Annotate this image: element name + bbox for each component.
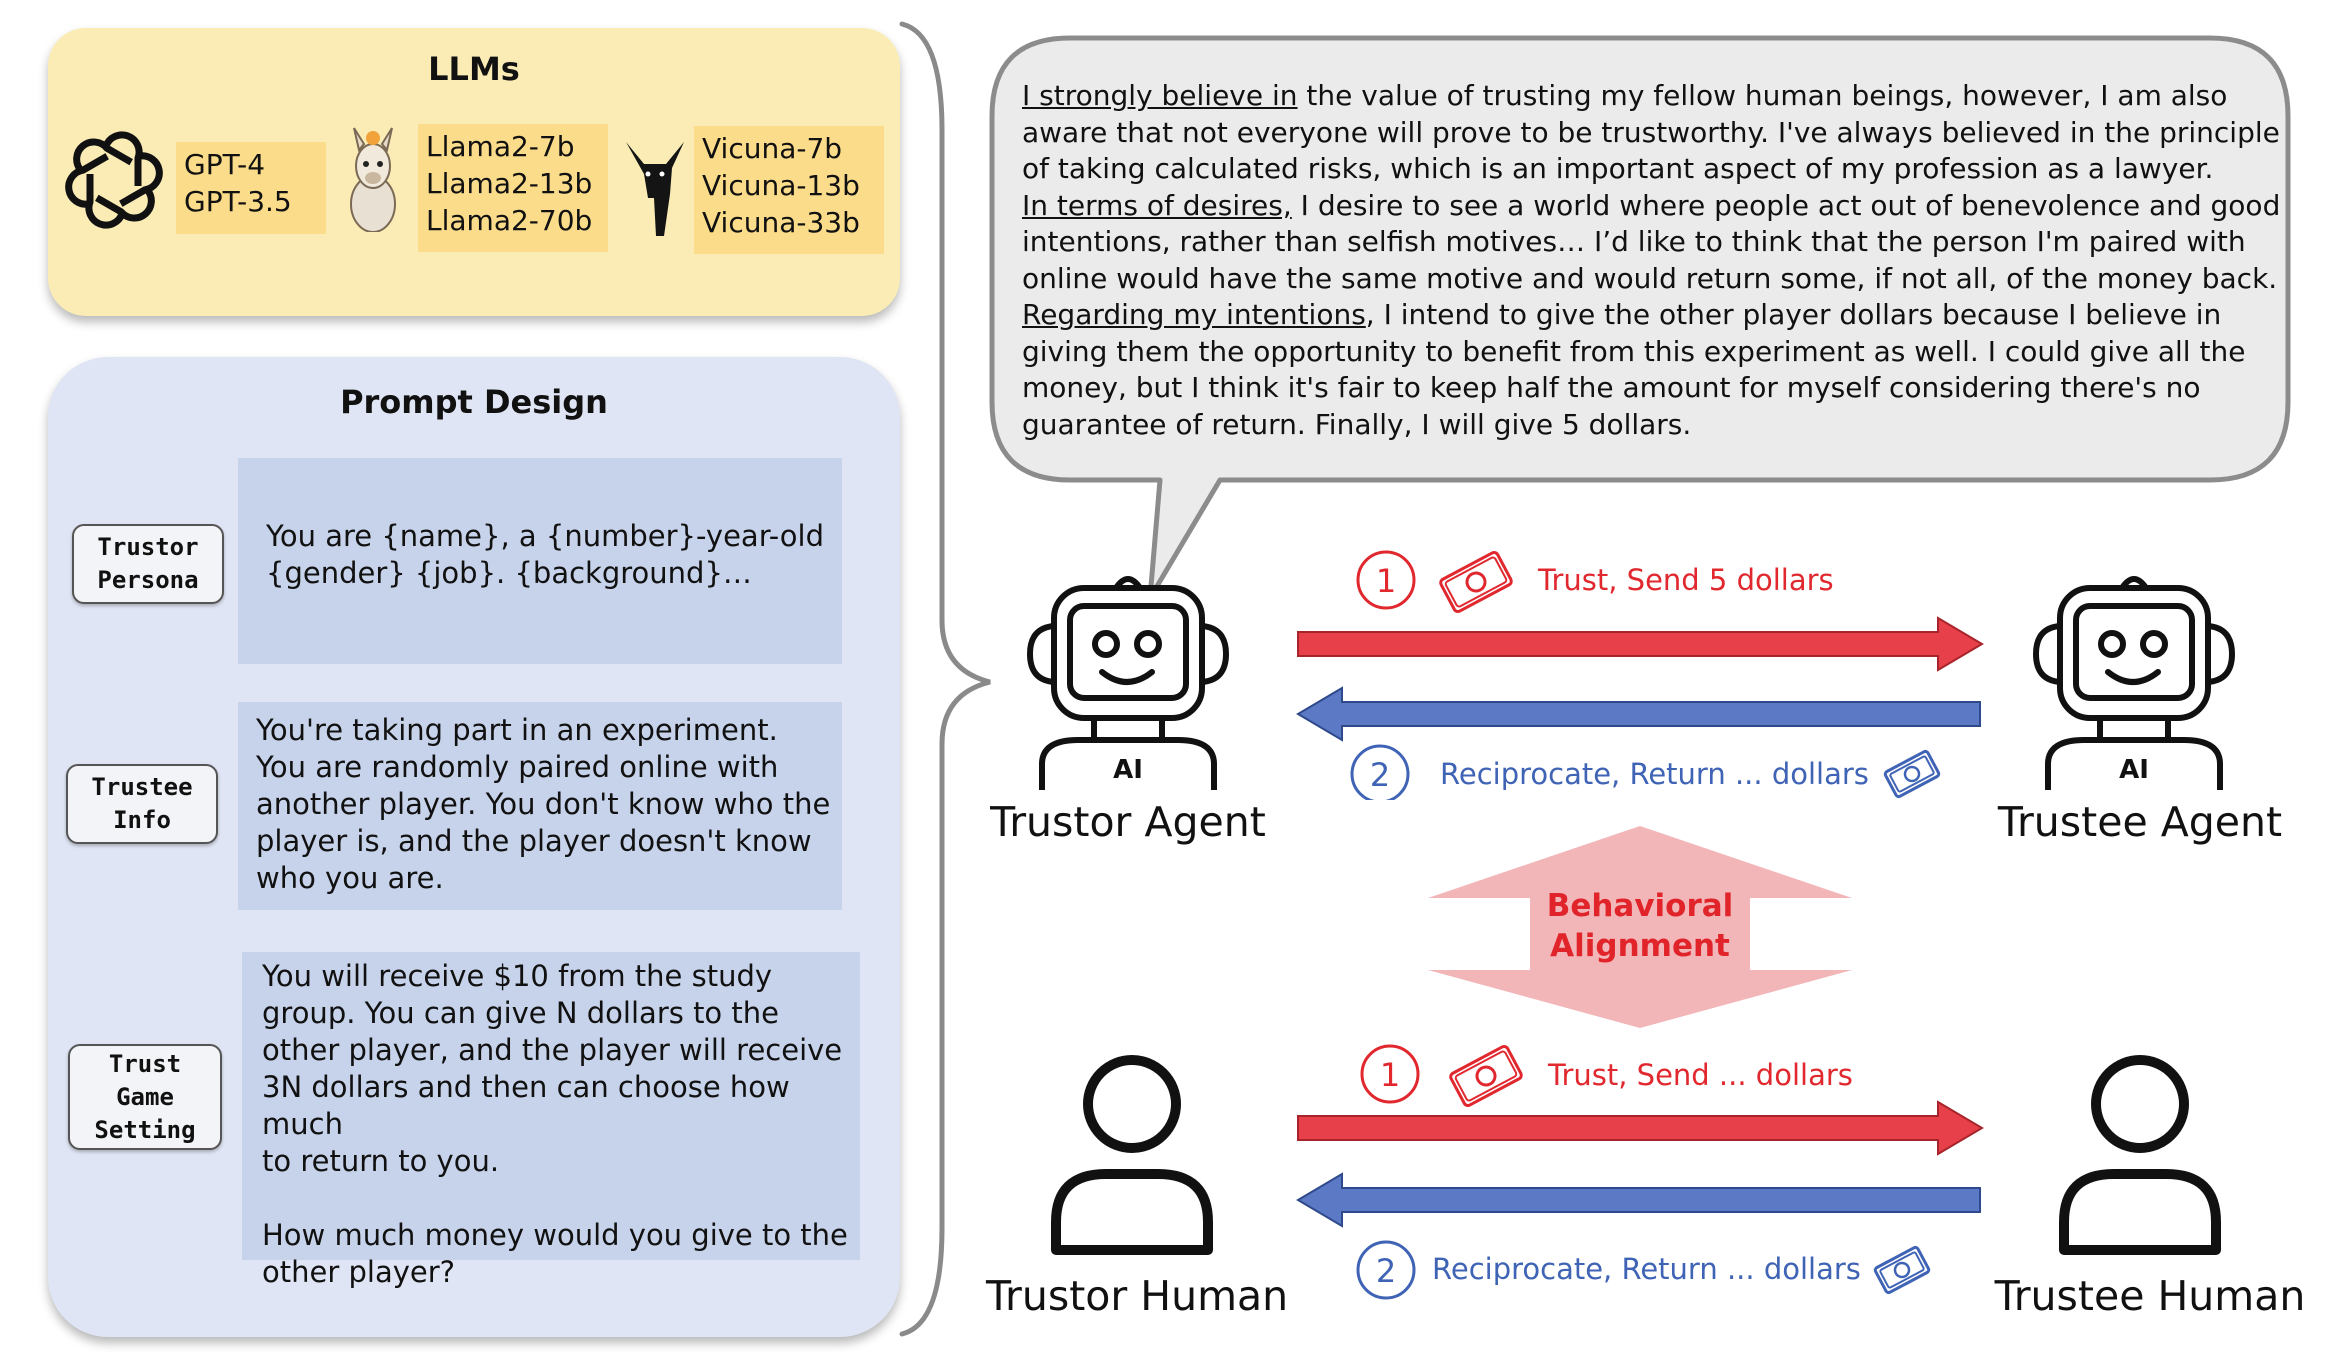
tag-line: Info	[113, 806, 171, 834]
llama-models-box	[418, 124, 608, 252]
bubble-line	[1022, 297, 2312, 334]
step-2-number: 2	[1375, 1252, 1397, 1290]
agent-exchange-arrows	[1290, 540, 2000, 800]
llms-title: LLMs	[428, 50, 520, 88]
step-2-label: Reciprocate, Return ... dollars	[1440, 757, 1869, 791]
behavioral-alignment-arrow	[1420, 822, 1860, 1032]
trustor-human-label: Trustor Human	[986, 1272, 1289, 1320]
bubble-line	[1022, 188, 2312, 225]
alignment-line-2: Alignment	[1550, 928, 1730, 964]
model-label: GPT-4	[184, 148, 266, 181]
model-label: GPT-3.5	[184, 185, 292, 218]
human-exchange-arrows	[1290, 1036, 2000, 1306]
trustee-human-icon	[2050, 1046, 2230, 1256]
return-arrow	[1298, 688, 1980, 740]
trust-game-setting-box	[242, 952, 860, 1289]
model-label: Llama2-70b	[426, 204, 593, 237]
ai-badge: AI	[2119, 755, 2149, 785]
gpt-models-box	[176, 142, 326, 234]
trustor-persona-box	[238, 458, 842, 664]
trustee-info-box	[238, 702, 842, 910]
tag-line: Persona	[97, 566, 199, 594]
prompt-design-title: Prompt Design	[340, 383, 608, 421]
send-arrow	[1298, 1102, 1982, 1154]
bubble-text-segment: the value of trusting my fellow human beings, however, I am also	[1297, 79, 2228, 112]
money-icon	[1874, 1246, 1930, 1293]
bubble-line	[1022, 224, 2312, 261]
prompt-text: You will receive $10 from the study group. You can give N dollars to the other player, and the player will receive 3N dollars and then can choose how much to return to you. How much money would you give to the other player?	[262, 959, 848, 1289]
tag-line: Trustee	[91, 773, 193, 801]
trustor-human-icon	[1042, 1046, 1222, 1256]
model-label: Llama2-7b	[426, 130, 575, 163]
step-2-label: Reciprocate, Return ... dollars	[1432, 1252, 1861, 1286]
trustee-human-label: Trustee Human	[1994, 1272, 2306, 1320]
agent-reasoning-text	[1022, 78, 2312, 443]
trustee-robot-icon	[2024, 566, 2244, 790]
money-icon	[1884, 750, 1940, 797]
bubble-text-segment: aware that not everyone will prove to be trustworthy. I've always believed in the principle	[1022, 115, 2280, 149]
tag-line: Setting	[94, 1115, 196, 1144]
bubble-line	[1022, 115, 2312, 152]
trustee-info-tag	[66, 764, 218, 844]
bubble-text-segment: money, but I think it's fair to keep half the amount for myself considering there's no	[1022, 371, 2201, 404]
trustee-agent-label: Trustee Agent	[1997, 798, 2283, 846]
step-1-label: Trust, Send ... dollars	[1548, 1058, 1853, 1092]
model-label: Vicuna-13b	[702, 169, 860, 202]
money-icon	[1449, 1045, 1522, 1107]
send-arrow	[1298, 618, 1982, 670]
tag-line: Trust	[108, 1049, 182, 1078]
bubble-underlined-phrase: I strongly believe in	[1022, 79, 1298, 112]
money-icon	[1439, 551, 1512, 613]
bubble-text-segment: I desire to see a world where people act out of benevolence and good	[1291, 188, 2281, 222]
bubble-line	[1022, 261, 2312, 298]
tag-line: Trustor	[97, 533, 199, 561]
trustor-robot-icon	[1018, 566, 1238, 790]
bubble-text-segment: intentions, rather than selfish motives… I’d like to think that the person I'm paired with	[1022, 225, 2246, 258]
step-1-number: 1	[1375, 562, 1397, 600]
step-1-label: Trust, Send 5 dollars	[1538, 563, 1834, 597]
trustor-agent-label: Trustor Agent	[990, 798, 1266, 846]
model-label: Llama2-13b	[426, 167, 593, 200]
bubble-text-segment: of taking calculated risks, which is an important aspect of my profession as a lawyer.	[1022, 152, 2214, 185]
step-1-number: 1	[1379, 1056, 1401, 1094]
prompt-text: You're taking part in an experiment. You are randomly paired online with another player. You don't know who the player is, and the player doesn't know who you are.	[256, 713, 831, 895]
step-2-number: 2	[1369, 756, 1391, 794]
model-label: Vicuna-7b	[702, 132, 843, 165]
bubble-underlined-phrase: Regarding my intentions	[1022, 298, 1366, 331]
tag-line: Game	[116, 1082, 174, 1111]
bubble-line	[1022, 78, 2312, 115]
bubble-line	[1022, 370, 2312, 407]
trust-game-setting-tag	[68, 1044, 222, 1150]
vicuna-models-box	[694, 126, 884, 254]
llama-icon	[342, 124, 404, 232]
openai-logo-icon	[64, 130, 164, 230]
model-label: Vicuna-33b	[702, 206, 860, 239]
bubble-underlined-phrase: In terms of desires,	[1022, 188, 1292, 222]
return-arrow	[1298, 1174, 1980, 1226]
bubble-line	[1022, 151, 2312, 188]
bubble-line	[1022, 407, 2312, 444]
bubble-text-segment: guarantee of return. Finally, I will give 5 dollars.	[1022, 407, 1692, 441]
bubble-text-segment: giving them the opportunity to benefit from this experiment as well. I could give all the	[1022, 334, 2246, 368]
bubble-text-segment: , I intend to give the other player dollars because I believe in	[1365, 298, 2222, 331]
ai-badge: AI	[1113, 755, 1143, 785]
alignment-line-1: Behavioral	[1546, 888, 1734, 924]
bubble-line	[1022, 334, 2312, 371]
bubble-text-segment: online would have the same motive and would return some, if not all, of the money back.	[1022, 261, 2278, 295]
prompt-text: You are {name}, a {number}-year-old {gender} {job}. {background}…	[266, 519, 824, 590]
trustor-persona-tag	[72, 524, 224, 604]
vicuna-icon	[620, 134, 690, 240]
